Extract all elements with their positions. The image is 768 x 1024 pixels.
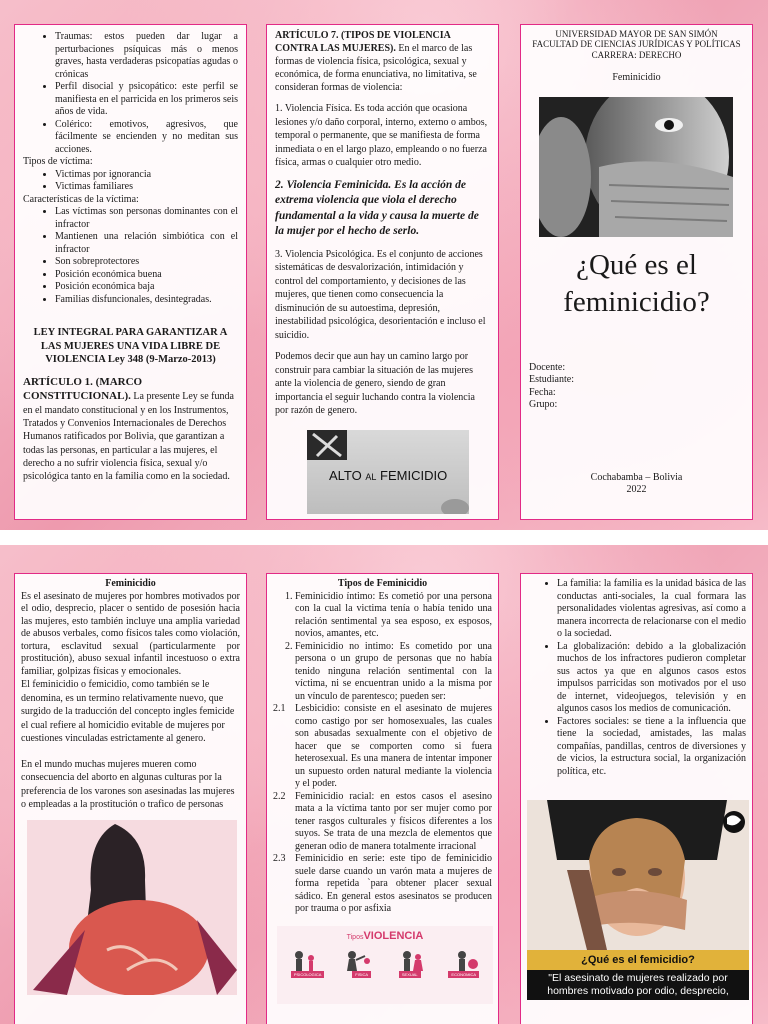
graphic-label: ECONOMICA [448,971,479,978]
list-item: • Las víctimas son personas dominantes con el infractor [55,206,238,231]
law-title: LEY INTEGRAL PARA GARANTIZAR A LAS MUJERES UNA VIDA LIBRE DE VIOLENCIA Ley 348 (9-Marzo-2013) [33,327,228,366]
cover-photo [539,97,733,237]
subtype-2-1 [273,703,492,791]
subtype-number: 2.1 [273,703,286,714]
subtype-number: 2.3 [273,853,286,864]
types-title: Tipos de Feminicidio [337,578,428,589]
subtype-number: 2.2 [273,790,286,802]
list-item: • Factores sociales: se tiene a la influencia que tiene la sociedad, amistades, las malas compañías, pandillas, centros de diversiones y de vicios, la estructura social, la organización política, etc. [557,716,746,779]
sexual-violence-icon [399,949,425,971]
year: 2022 [626,484,647,496]
causes-photo [527,800,749,1000]
list-item: 1. Feminicidio íntimo: Es cometió por una persona con la cual la victima tenía o había tenido una relación sentimental ya sea esposo, ex esposos, novios, amantes, etc. [295,591,492,641]
brochure-inner-side [0,545,768,1024]
article-7-heading: ARTÍCULO 7. (TIPOS DE VIOLENCIA CONTRA LAS MUJERES). [275,30,451,54]
victim-traits-label: Características de la víctima: [23,193,139,205]
victim-traits-list [23,206,238,306]
banner-al: AL [365,471,377,482]
profile-bullet-list [23,31,238,156]
subtype-text: Lesbicidio: consiste en el asesinato de mujeres como castigo por ser homosexuales, las cuales son abusadas sexualmente con el objetivo de hacer que se comporten como si fuera heterosexual. Es una manera de intentar imponer un supuesto orden natural mediante la violencia y el poder. [295,703,492,789]
psychological-violence: 3. Violencia Psicológica. Es el conjunto de acciones sistemáticas de desvalorización, intimidación y control del comportamiento, y decisiones de las mujeres, que tienen como consecuencia la disminución de su autoestima, depresión, inestabilidad psicológica, desorientación e incluso el suicidio. [275,248,486,341]
graphic-label: PSICOLOGICA [291,971,325,978]
panel-feminicide-definition [14,573,247,1024]
career-name: CARRERA: DERECHO [591,49,682,60]
graphic-label: FISICA [352,971,371,978]
definition-paragraph-3: En el mundo muchas mujeres mueren como consecuencia del aborto en algunas culturas por la preferencia de los varones son asesinadas las mujeres o empleadas a la prostitución o trafico de personas [21,758,235,810]
city: Cochabamba – Bolivia [590,471,683,483]
closing-paragraph: Podemos decir que aun hay un camino largo por construir para cambiar la situación de las mujeres ante la violencia de genero, siendo de gran importancia el seguir luchando contra la violencia por razón de genero. [275,351,475,417]
list-item: • Victimas por ignorancia [55,169,238,182]
definition-paragraph-1: Es el asesinato de mujeres por hombres motivados por el odio, desprecio, placer o sentido de posesión hacia las mujeres, esto también incluye una amplia variedad de abusos verbales, como físicos tales como violación, tortura, esclavitud sexual (particularmente por prostitución), abuso sexual infantil incestuoso o extra familiar, golpizas físicas y emocionales. [21,590,240,677]
physical-violence: 1. Violencia Física. Es toda acción que ocasiona lesiones y/o daño corporal, interno, externo o ambos, temporal o permanente, que se manifiesta de forma inmediata o en el largo plazo, empleando o no fuerza física, armas o cualquier otro medio. [275,103,488,168]
graphic-label: SEXUAL [399,971,421,978]
violence-types-graphic [277,926,493,1004]
list-item: 2. Feminicidio no intimo: Es cometido por una persona o un grupo de personas que no había tenido ninguna relación sentimental con la víctima, ni se encuentran unido a la misma por un vínculo de parentesco; pueden ser: [295,641,492,704]
psychological-violence-icon [291,949,317,971]
graphic-labels [277,971,493,978]
banner-text [329,468,447,484]
subtype-text: Feminicidio racial: en estos casos el asesino mata a la víctima tanto por ser mujer como por tener rasgos culturales y físicos diferentes a los suyos. Se trata de una mezcla de elementos que generan odio de manera totalmente irracional [295,790,492,852]
list-item: • Familias disfuncionales, desintegradas. [55,294,238,307]
covered-mouth-photo [539,97,733,237]
woman-back-illustration [27,820,237,995]
list-item: • Victimas familiares [55,181,238,194]
photo-quote: "El asesinato de mujeres realizado por hombres motivado por odio, desprecio, [527,970,749,1000]
subtype-text: Feminicidio en serie: este tipo de feminicidio suele darse cuando un varón mata a mujeres de forma repetida `para obtener placer sexual sádico. En general estos asesinatos se producen por trauma o por asfixia [295,853,492,914]
cover-topic: Feminicidio [612,72,661,84]
graphic-prefix: Tipos [346,933,364,941]
alto-femicidio-banner [307,430,469,514]
economic-violence-icon [453,949,479,971]
university-name: UNIVERSIDAD MAYOR DE SAN SIMÓN [555,29,718,39]
grupo-field: Grupo: [529,399,558,411]
list-item: • Mantienen una relación simbiótica con el infractor [55,231,238,256]
banner-alto: ALTO [329,467,362,483]
feminicide-violence: 2. Violencia Feminicida. Es la acción de extrema violencia que viola el derecho fundamental a la vida y causa la muerte de la mujer por el hecho de serlo. [275,178,479,238]
docente-field: Docente: [529,361,566,373]
estudiante-field: Estudiante: [529,374,574,386]
list-item: • La familia: la familia es la unidad básica de las conductas anti-sociales, la cual formara las personalidades violentas agresivas, así como a manera incorrecta de relacionarse con el medio o la sociedad. [557,578,746,641]
panel-victim-profile [14,24,247,520]
victim-types-label: Tipos de víctima: [23,156,93,167]
causes-list [527,578,746,778]
types-list [273,591,492,704]
photo-caption: ¿Qué es el femicidio? [527,950,749,970]
article-1-heading: ARTÍCULO 1. (MARCO CONSTITUCIONAL). [23,375,143,403]
illustration-woman [27,820,237,995]
list-item: • Perfil disocial y psicopático: este perfil se manifiesta en el parricida en los primeros seis años de vida. [55,81,238,119]
cover-fields [529,362,744,412]
faculty-name: FACULTAD DE CIENCIAS JURÍDICAS Y POLÍTICAS [532,39,741,50]
banner-femicidio: FEMICIDIO [380,467,448,483]
article-1-body: La presente Ley se funda en el mandato constitucional y en los Instrumentos, Tratados y Convenios Internacionales de Derechos Humanos ratificados por Bolivia, que garantizan a todas las personas, en particular a las mujeres, el derecho a no sufrir violencia física, sexual y/o psicológica tanto en la familia como en la sociedad. [23,391,234,482]
cover-title: ¿Qué es el feminicidio? [563,248,710,319]
cover-footer [529,472,744,497]
graphic-icons [277,949,493,971]
panel-violence-types [266,24,499,520]
physical-violence-icon [345,949,371,971]
victim-types-list [23,169,238,194]
panel-feminicide-types [266,573,499,1024]
article-1 [23,375,238,483]
panel-causes [520,573,753,1024]
institution-header [529,29,744,60]
graphic-title: VIOLENCIA [363,929,424,942]
definition-paragraph-2: El feminicidio o femicidio, como también se le denomina, es un termino relativamente nuevo, que surgido de la traducción del concepto ingles femicide el cual refiere al homicidio evitable de mujeres por cuestiones vinculadas estrictamente al genero. [21,679,235,744]
list-item: • Posición económica baja [55,281,238,294]
article-7-body: En el marco de las formas de violencia física, psicológica, sexual y económica, de forma enunciativa, no limitativa, se consideran formas de violencia: [275,43,477,93]
fecha-field: Fecha: [529,386,556,398]
article-7 [275,29,490,94]
subtype-2-2 [273,791,492,854]
list-item: • Traumas: estos pueden dar lugar a perturbaciones psíquicas más o menos graves, hasta verdaderas psicopatías agudas o crónicas [55,31,238,81]
graphic-heading [277,926,493,944]
list-item: • Colérico: emotivos, agresivos, que fácilmente se encienden y no meditan sus acciones. [55,119,238,157]
list-item: • Son sobreprotectores [55,256,238,269]
list-item: • La globalización: debido a la globalización muchos de los infractores pudieron completar sus actos ya que en algunos casos estos impulsos parricidas son motivados por el uso de internet, videojuegos, televisión y en algunos casos los medios de comunicación. [557,641,746,716]
subtype-2-3 [273,853,492,916]
list-item: • Posición económica buena [55,269,238,282]
definition-title: Feminicidio [105,578,156,589]
silenced-woman-photo [527,800,749,950]
panel-cover [520,24,753,520]
